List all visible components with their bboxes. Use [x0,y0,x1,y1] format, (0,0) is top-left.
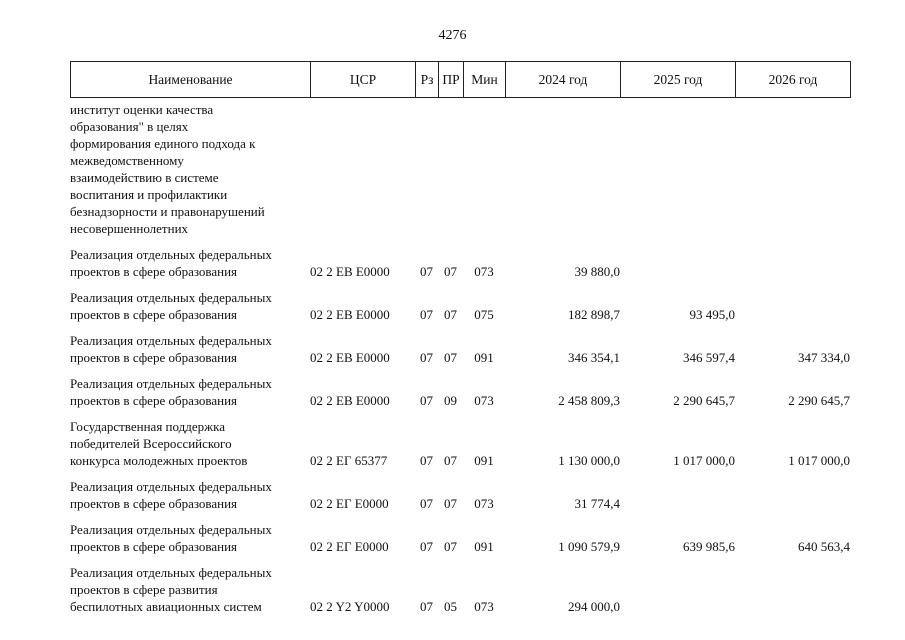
name-line: Реализация отдельных федеральных [70,333,272,348]
row-csr: 02 2 ЕВ Е0000 [310,264,390,279]
row-csr: 02 2 ЕВ Е0000 [310,393,390,408]
row-csr: 02 2 ЕВ Е0000 [310,307,390,322]
row-pr: 05 [444,599,457,614]
name-line: Реализация отдельных федеральных [70,479,272,494]
column-header-rz: Рз [416,62,439,98]
row-name [70,409,310,469]
row-value-2025: 1 017 000,0 [673,453,735,468]
column-header-2024: 2024 год [506,62,621,98]
row-value-2026 [735,237,850,280]
table-row [70,512,850,555]
row-min: 091 [474,350,494,365]
name-line: воспитания и профилактики [70,187,228,202]
row-value-2024: 294 000,0 [568,599,620,614]
row-value-2026: 1 017 000,0 [788,453,850,468]
column-header-pr: ПР [439,62,464,98]
row-min: 091 [474,453,494,468]
row-name [70,280,310,323]
row-csr: 02 2 Y2 Y0000 [310,599,390,614]
row-rz: 07 [420,599,433,614]
row-value-2024: 346 354,1 [568,350,620,365]
row-name [70,555,310,615]
row-pr: 09 [444,393,457,408]
row-value-2024: 1 090 579,9 [558,539,620,554]
name-line: проектов в сфере образования [70,496,238,511]
row-value-2024: 182 898,7 [568,307,620,322]
name-line: межведомственному [70,153,184,168]
row-csr: 02 2 ЕГ Е0000 [310,496,389,511]
table-header [70,61,851,98]
column-header-csr: ЦСР [311,62,416,98]
row-rz: 07 [420,393,433,408]
table-row [70,323,850,366]
row-name [70,237,310,280]
row-value-2024: 39 880,0 [574,264,620,279]
row-value-2025 [620,237,735,280]
table-row [70,280,850,323]
row-csr: 02 2 ЕГ 65377 [310,453,388,468]
row-pr: 07 [444,264,457,279]
row-value-2024: 1 130 000,0 [558,453,620,468]
name-line: проектов в сфере развития [70,582,218,597]
row-value-2025: 639 985,6 [683,539,735,554]
row-pr: 07 [444,453,457,468]
name-line: взаимодействию в системе [70,170,219,185]
name-line: проектов в сфере образования [70,350,238,365]
row-value-2024: 2 458 809,3 [558,393,620,408]
row-rz: 07 [420,350,433,365]
name-line: институт оценки качества [70,102,214,117]
row-rz: 07 [420,264,433,279]
name-line: Реализация отдельных федеральных [70,522,272,537]
name-line: безнадзорности и правонарушений [70,204,265,219]
row-value-2025 [620,555,735,615]
row-name [70,469,310,512]
row-min: 073 [474,496,494,511]
name-line: несовершеннолетних [70,221,189,236]
table-row [70,366,850,409]
name-line: конкурса молодежных проектов [70,453,248,468]
row-pr: 07 [444,496,457,511]
table-row [70,469,850,512]
table-row-continued [70,101,850,237]
name-line: беспилотных авиационных систем [70,599,262,614]
name-line: победителей Всероссийского [70,436,232,451]
name-line: проектов в сфере образования [70,539,238,554]
row-min: 073 [474,599,494,614]
column-header-name: Наименование [71,62,311,98]
name-line: проектов в сфере образования [70,264,238,279]
row-value-2025: 2 290 645,7 [673,393,735,408]
row-value-2024: 31 774,4 [574,496,620,511]
row-value-2026 [735,469,850,512]
row-value-2026: 347 334,0 [798,350,850,365]
name-line: проектов в сфере образования [70,307,238,322]
row-pr: 07 [444,539,457,554]
column-header-2026: 2026 год [736,62,851,98]
row-value-2026 [735,555,850,615]
row-value-2025: 93 495,0 [689,307,735,322]
row-value-2026: 2 290 645,7 [788,393,850,408]
row-min: 073 [474,264,494,279]
table-row [70,409,850,469]
page-number: 4276 [438,28,467,43]
name-line: Реализация отдельных федеральных [70,376,272,391]
name-line: Реализация отдельных федеральных [70,565,272,580]
row-value-2025 [620,469,735,512]
row-rz: 07 [420,307,433,322]
row-value-2026 [735,280,850,323]
row-name [70,323,310,366]
row-value-2025: 346 597,4 [683,350,735,365]
row-csr: 02 2 ЕГ Е0000 [310,539,389,554]
name-line: Реализация отдельных федеральных [70,247,272,262]
row-pr: 07 [444,307,457,322]
name-line: проектов в сфере образования [70,393,238,408]
name-line: образования" в целях [70,119,189,134]
table-row [70,237,850,280]
column-header-2025: 2025 год [621,62,736,98]
row-pr: 07 [444,350,457,365]
row-min: 075 [474,307,494,322]
row-min: 091 [474,539,494,554]
table-body [70,101,850,615]
row-rz: 07 [420,496,433,511]
row-name-continued [70,101,310,237]
name-line: Реализация отдельных федеральных [70,290,272,305]
row-rz: 07 [420,539,433,554]
row-min: 073 [474,393,494,408]
row-name [70,512,310,555]
name-line: формирования единого подхода к [70,136,256,151]
row-value-2026: 640 563,4 [798,539,850,554]
column-header-min: Мин [464,62,506,98]
row-rz: 07 [420,453,433,468]
name-line: Государственная поддержка [70,419,226,434]
row-name [70,366,310,409]
row-csr: 02 2 ЕВ Е0000 [310,350,390,365]
table-row [70,555,850,615]
